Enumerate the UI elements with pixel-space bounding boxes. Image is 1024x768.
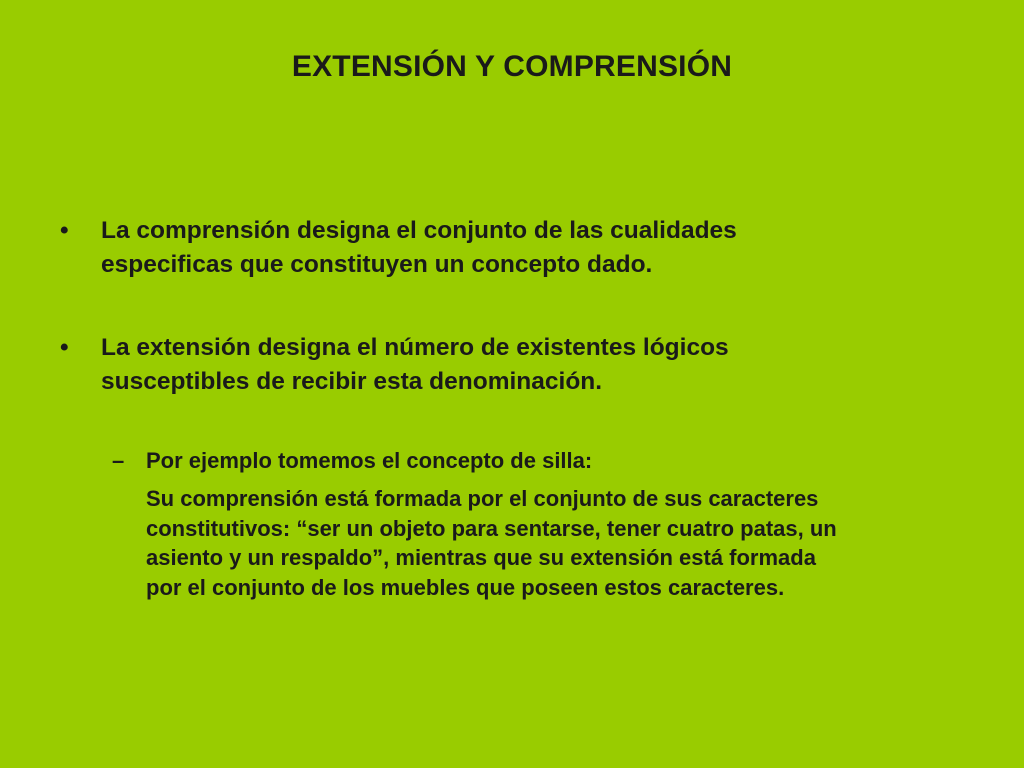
slide-title: EXTENSIÓN Y COMPRENSIÓN — [291, 50, 733, 83]
bullet-line: La comprensión designa el conjunto de las cualidades — [101, 217, 737, 244]
paragraph-line: por el conjunto de los muebles que poseen estos caracteres. — [146, 574, 785, 600]
paragraph-line: asiento y un respaldo”, mientras que su extensión está formada — [146, 545, 816, 570]
bullet-line: especificas que constituyen un concepto dado. — [101, 251, 653, 278]
bullet-text — [101, 331, 901, 399]
bullet-line: La extensión designa el número de existentes lógicos — [101, 334, 729, 361]
example-paragraph — [146, 484, 966, 602]
paragraph-line: Su comprensión está formada por el conjunto de sus caracteres — [146, 486, 819, 511]
bullet-marker: • — [60, 217, 69, 244]
bullet-marker: • — [60, 334, 69, 361]
sub-bullet-text: Por ejemplo tomemos el concepto de silla: — [146, 448, 593, 473]
bullet-line: susceptibles de recibir esta denominación. — [101, 368, 603, 395]
sub-bullet-marker: – — [112, 448, 125, 473]
bullet-text — [101, 214, 901, 282]
paragraph-line: constitutivos: “ser un objeto para sentarse, tener cuatro patas, un — [146, 515, 837, 541]
